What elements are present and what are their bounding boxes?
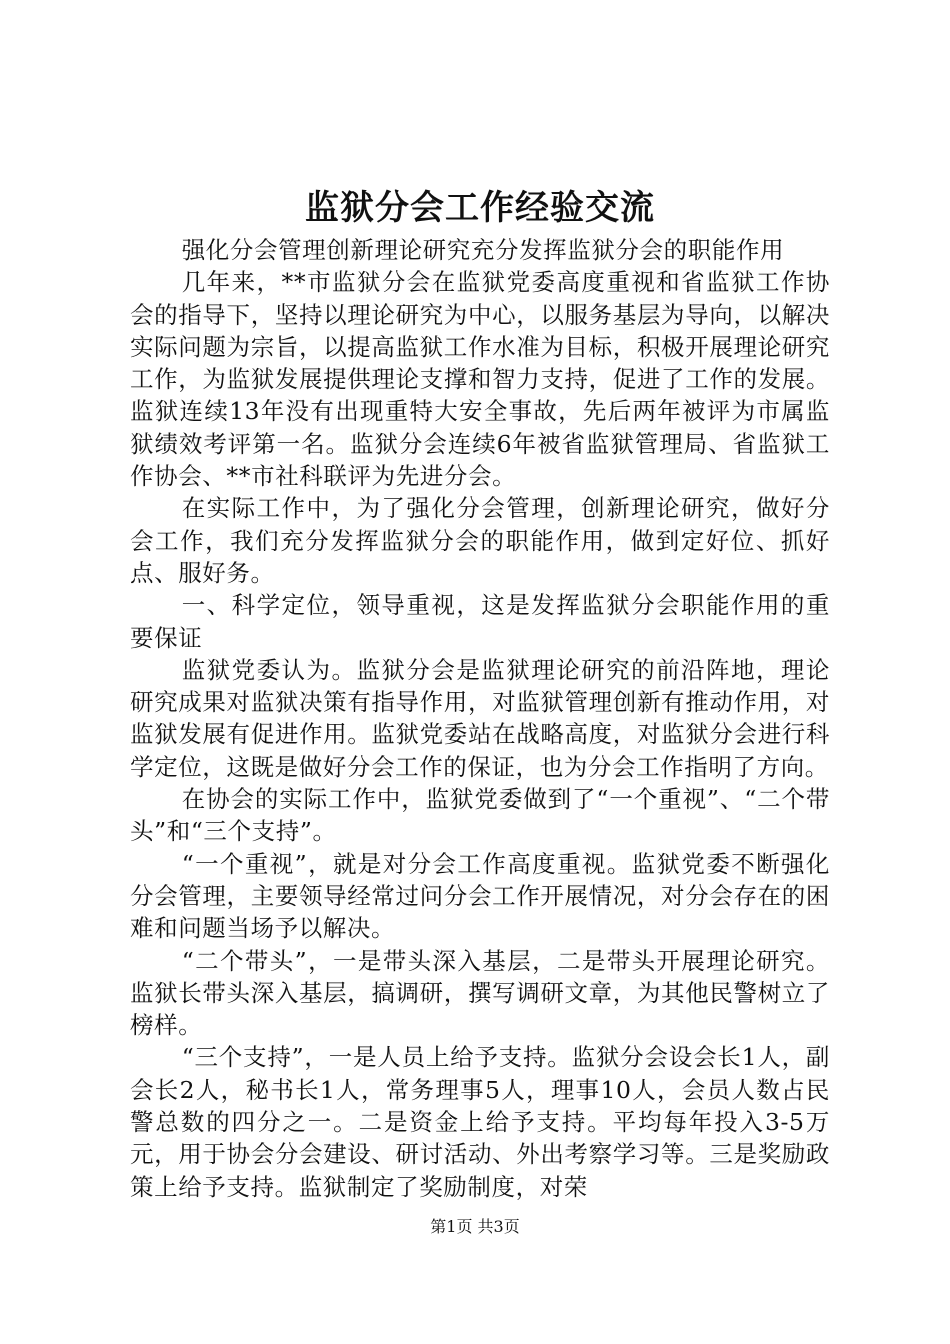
paragraph: 在实际工作中，为了强化分会管理，创新理论研究，做好分会工作，我们充分发挥监狱分会的职能作用，做到定好位、抓好点、服好务。 bbox=[130, 494, 830, 587]
paragraph: “三个支持”，一是人员上给予支持。监狱分会设会长1人，副会长2人，秘书长1人，常务理事5人，理事10人，会员人数占民警总数的四分之一。二是资金上给予支持。平均每年投入3-5万元，用于协会分会建设、研讨活动、外出考察学习等。三是奖励政策上给予支持。监狱制定了奖励制度，对荣 bbox=[130, 1043, 830, 1201]
paragraph: 在协会的实际工作中，监狱党委做到了“一个重视”、“二个带头”和“三个支持”。 bbox=[130, 785, 830, 846]
paragraph: 监狱党委认为。监狱分会是监狱理论研究的前沿阵地，理论研究成果对监狱决策有指导作用，对监狱管理创新有推动作用，对监狱发展有促进作用。监狱党委站在战略高度，对监狱分会进行科学定位，这既是做好分会工作的保证，也为分会工作指明了方向。 bbox=[130, 655, 830, 781]
paragraph: “一个重视”，就是对分会工作高度重视。监狱党委不断强化分会管理，主要领导经常过问分会工作开展情况，对分会存在的困难和问题当场予以解决。 bbox=[130, 849, 830, 943]
page-footer: 第1页 共3页 bbox=[430, 1217, 520, 1236]
paragraph: “二个带头”，一是带头深入基层，二是带头开展理论研究。监狱长带头深入基层，搞调研，撰写调研文章，为其他民警树立了榜样。 bbox=[130, 946, 830, 1040]
document-body bbox=[130, 234, 830, 1203]
paragraph: 几年来，**市监狱分会在监狱党委高度重视和省监狱工作协会的指导下，坚持以理论研究为中心，以服务基层为导向，以解决实际问题为宗旨，以提高监狱工作水准为目标，积极开展理论研究工作，为监狱发展提供理论支撑和智力支持，促进了工作的发展。监狱连续13年没有出现重特大安全事故，先后两年被评为市属监狱绩效考评第一名。监狱分会连续6年被省监狱管理局、省监狱工作协会、**市社科联评为先进分会。 bbox=[130, 268, 830, 491]
section-heading: 一、科学定位，领导重视，这是发挥监狱分会职能作用的重要保证 bbox=[130, 591, 830, 652]
document-title: 监狱分会工作经验交流 bbox=[305, 188, 655, 228]
document-subtitle: 强化分会管理创新理论研究充分发挥监狱分会的职能作用 bbox=[181, 236, 785, 264]
